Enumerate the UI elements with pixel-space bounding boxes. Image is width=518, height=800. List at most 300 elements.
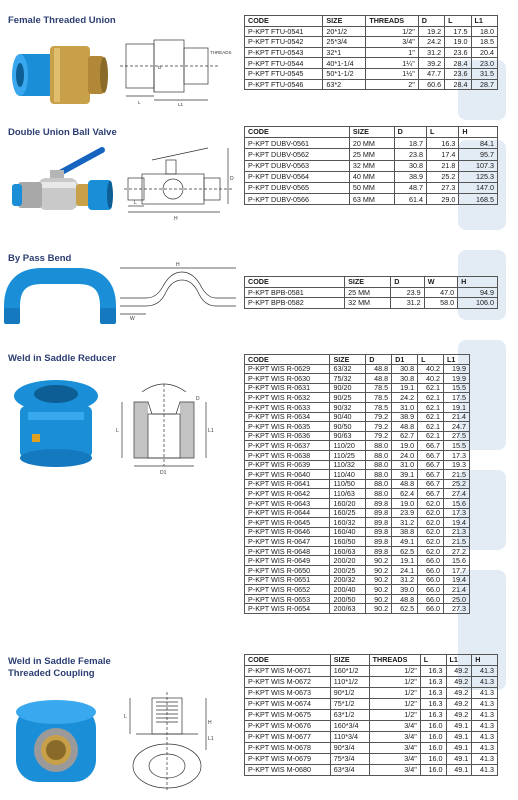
table-cell: 1¼" <box>366 58 418 69</box>
table-row <box>245 287 498 298</box>
table-cell: 49.2 <box>446 688 472 699</box>
dim-l-label: L <box>116 428 119 434</box>
table-cell: P-KPT FTU-0541 <box>245 26 323 37</box>
table-cell: 88.0 <box>366 470 392 480</box>
table-cell: 24.2 <box>392 393 418 403</box>
table-cell: P-KPT WIS R-0645 <box>245 518 330 528</box>
table-cell: 66.0 <box>418 594 444 604</box>
table-cell: 32 MM <box>345 298 391 309</box>
table-cell: 31.5 <box>471 68 497 79</box>
table-row <box>245 412 470 422</box>
table-cell: 2" <box>366 79 418 90</box>
table-cell: 90/25 <box>330 393 366 403</box>
table-row <box>245 604 470 614</box>
table-row <box>245 138 498 149</box>
table-cell: 40.2 <box>418 374 444 384</box>
table-cell: 16.0 <box>420 765 446 776</box>
column-header: D <box>394 127 426 138</box>
table-cell: P-KPT WIS M-0675 <box>245 710 331 721</box>
table-row <box>245 754 498 765</box>
table-cell: 17.5 <box>444 393 470 403</box>
table-cell: 19.0 <box>392 498 418 508</box>
table-cell: 40.2 <box>418 364 444 374</box>
table-row <box>245 527 470 537</box>
table-cell: 49.2 <box>446 699 472 710</box>
table-cell: 75/32 <box>330 374 366 384</box>
table-cell: 27.2 <box>444 546 470 556</box>
table-cell: 160*1/2 <box>330 666 369 677</box>
table-row <box>245 47 498 58</box>
table-cell: P-KPT FTU-0543 <box>245 47 323 58</box>
table-row <box>245 58 498 69</box>
table-cell: P-KPT FTU-0544 <box>245 58 323 69</box>
table-cell: 110/63 <box>330 489 366 499</box>
section-title-by-pass-bend: By Pass Bend <box>8 253 72 264</box>
table-cell: 63*2 <box>323 79 366 90</box>
table-cell: 90.2 <box>366 556 392 566</box>
table-cell: 38.8 <box>392 527 418 537</box>
table-cell: 107.3 <box>459 160 498 171</box>
table-row <box>245 194 498 205</box>
table-cell: 89.8 <box>366 508 392 518</box>
table-cell: 41.3 <box>472 754 498 765</box>
table-cell: 62.5 <box>392 546 418 556</box>
table-row <box>245 171 498 182</box>
table-cell: 20*1/2 <box>323 26 366 37</box>
table-cell: 21.8 <box>427 160 459 171</box>
table-row <box>245 479 470 489</box>
dim-h-label: H <box>174 216 178 222</box>
table-cell: 16.3 <box>427 138 459 149</box>
table-cell: 88.0 <box>366 450 392 460</box>
table-cell: 24.2 <box>418 37 444 48</box>
table-cell: 66.7 <box>418 479 444 489</box>
dim-d-label: D <box>196 396 200 402</box>
table-cell: 24.1 <box>392 566 418 576</box>
column-header: D <box>391 277 424 288</box>
table-cell: P-KPT DUBV-0561 <box>245 138 350 149</box>
column-header: L <box>418 355 444 365</box>
table-cell: P-KPT WIS R-0651 <box>245 575 330 585</box>
table-row <box>245 688 498 699</box>
table-cell: 49.1 <box>392 537 418 547</box>
table-cell: P-KPT BPB-0582 <box>245 298 345 309</box>
table-row <box>245 743 498 754</box>
table-cell: 41.3 <box>472 743 498 754</box>
table-cell: 21.5 <box>444 537 470 547</box>
table-cell: 90/20 <box>330 383 366 393</box>
column-header: SIZE <box>323 16 366 27</box>
table-row <box>245 68 498 79</box>
table-cell: 19.3 <box>444 460 470 470</box>
table-cell: 88.0 <box>366 460 392 470</box>
table-cell: 31.2 <box>392 575 418 585</box>
table-cell: 17.3 <box>444 450 470 460</box>
weld-in-saddle-female-threaded-coupling-drawing <box>116 690 236 795</box>
table-cell: 110/40 <box>330 470 366 480</box>
table-cell: P-KPT WIS R-0630 <box>245 374 330 384</box>
table-row <box>245 765 498 776</box>
table-cell: 63 MM <box>349 194 394 205</box>
table-cell: P-KPT WIS R-0631 <box>245 383 330 393</box>
table-cell: 25.2 <box>427 171 459 182</box>
weld-in-saddle-reducer-drawing <box>104 380 224 476</box>
table-cell: P-KPT WIS M-0679 <box>245 754 331 765</box>
table-row <box>245 699 498 710</box>
table-cell: 66.0 <box>418 556 444 566</box>
table-cell: 160/50 <box>330 537 366 547</box>
table-cell: 62.1 <box>418 393 444 403</box>
table-cell: 49.1 <box>446 743 472 754</box>
section-title-weld-in-saddle-reducer: Weld in Saddle Reducer <box>8 353 117 364</box>
column-header: L <box>445 16 471 27</box>
table-cell: 49.1 <box>446 721 472 732</box>
table-cell: 89.8 <box>366 498 392 508</box>
table-cell: 62.1 <box>418 412 444 422</box>
table-cell: 32*1 <box>323 47 366 58</box>
table-cell: 19.4 <box>444 575 470 585</box>
table-cell: 41.3 <box>472 721 498 732</box>
table-cell: 89.8 <box>366 546 392 556</box>
table-cell: P-KPT WIS R-0643 <box>245 498 330 508</box>
column-header: CODE <box>245 277 345 288</box>
table-cell: 88.0 <box>366 441 392 451</box>
column-header: SIZE <box>349 127 394 138</box>
dim-h-label: H <box>208 720 212 726</box>
table-cell: P-KPT WIS R-0646 <box>245 527 330 537</box>
table-cell: 90.2 <box>366 575 392 585</box>
table-cell: 15.5 <box>444 441 470 451</box>
table-cell: 1/2" <box>369 688 420 699</box>
table-cell: 27.3 <box>427 182 459 193</box>
table-cell: 62.0 <box>418 518 444 528</box>
table-cell: 50 MM <box>349 182 394 193</box>
column-header: CODE <box>245 16 323 27</box>
dim-l-label: L <box>134 200 137 206</box>
column-header: L1 <box>444 355 470 365</box>
table-cell: 84.1 <box>459 138 498 149</box>
table-cell: 62.0 <box>418 546 444 556</box>
table-cell: 20 MM <box>349 138 394 149</box>
table-cell: P-KPT DUBV-0565 <box>245 182 350 193</box>
table-cell: 66.0 <box>418 566 444 576</box>
table-cell: 90.2 <box>366 585 392 595</box>
section-title-female-threaded-union: Female Threaded Union <box>8 15 116 26</box>
table-cell: 49.2 <box>446 710 472 721</box>
column-header: H <box>458 277 498 288</box>
table-cell: 38.9 <box>394 171 426 182</box>
table-row <box>245 422 470 432</box>
table-cell: 88.0 <box>366 479 392 489</box>
table-cell: 66.7 <box>418 470 444 480</box>
table-cell: 79.2 <box>366 431 392 441</box>
table-cell: 62.0 <box>418 527 444 537</box>
table-cell: 95.7 <box>459 149 498 160</box>
table-cell: 49.1 <box>446 754 472 765</box>
table-row <box>245 498 470 508</box>
table-cell: 25 MM <box>349 149 394 160</box>
table-cell: 200/25 <box>330 566 366 576</box>
weld-in-saddle-female-threaded-coupling-photo <box>6 690 106 790</box>
table-cell: 17.5 <box>445 26 471 37</box>
table-cell: 75*3/4 <box>330 754 369 765</box>
table-cell: P-KPT BPB-0581 <box>245 287 345 298</box>
table-cell: 28.7 <box>471 79 497 90</box>
table-cell: P-KPT WIS M-0674 <box>245 699 331 710</box>
column-header: L1 <box>446 655 472 666</box>
table-cell: P-KPT WIS R-0629 <box>245 364 330 374</box>
dim-d1-label: D1 <box>160 470 167 476</box>
table-cell: 28.4 <box>445 79 471 90</box>
table-cell: 25.2 <box>444 479 470 489</box>
table-cell: P-KPT WIS R-0654 <box>245 604 330 614</box>
weld-in-saddle-reducer-table <box>244 354 470 614</box>
table-cell: 28.4 <box>445 58 471 69</box>
table-header-row <box>245 16 498 27</box>
table-row <box>245 508 470 518</box>
table-cell: 41.3 <box>472 765 498 776</box>
table-cell: 3/4" <box>366 37 418 48</box>
table-cell: P-KPT WIS R-0653 <box>245 594 330 604</box>
table-cell: P-KPT DUBV-0563 <box>245 160 350 171</box>
table-cell: 200/63 <box>330 604 366 614</box>
dim-l1-label: L1 <box>208 736 214 742</box>
table-cell: 25 MM <box>345 287 391 298</box>
table-cell: 39.2 <box>418 58 444 69</box>
female-threaded-union-photo <box>10 34 110 114</box>
column-header: THREADS <box>369 655 420 666</box>
table-cell: 160*3/4 <box>330 721 369 732</box>
table-cell: 110/20 <box>330 441 366 451</box>
table-cell: P-KPT WIS R-0633 <box>245 402 330 412</box>
table-cell: 160/40 <box>330 527 366 537</box>
table-cell: 16.0 <box>420 721 446 732</box>
table-cell: 17.3 <box>444 508 470 518</box>
table-cell: 200/32 <box>330 575 366 585</box>
table-row <box>245 594 470 604</box>
table-cell: 110/32 <box>330 460 366 470</box>
table-cell: P-KPT WIS R-0639 <box>245 460 330 470</box>
table-cell: 1/2" <box>369 677 420 688</box>
table-cell: 30.8 <box>392 374 418 384</box>
table-cell: 200/20 <box>330 556 366 566</box>
column-header: THREADS <box>366 16 418 27</box>
table-cell: 62.1 <box>418 422 444 432</box>
table-cell: P-KPT WIS M-0671 <box>245 666 331 677</box>
table-cell: P-KPT WIS R-0642 <box>245 489 330 499</box>
table-cell: 48.8 <box>392 479 418 489</box>
table-cell: 23.6 <box>445 47 471 58</box>
table-cell: 16.3 <box>420 699 446 710</box>
by-pass-bend-table <box>244 276 498 309</box>
table-cell: 17.7 <box>444 566 470 576</box>
table-header-row <box>245 355 470 365</box>
table-cell: 21.4 <box>444 585 470 595</box>
column-header: L <box>420 655 446 666</box>
table-row <box>245 460 470 470</box>
column-header: CODE <box>245 655 331 666</box>
table-cell: 90/50 <box>330 422 366 432</box>
table-cell: 62.1 <box>418 402 444 412</box>
table-cell: P-KPT WIS M-0678 <box>245 743 331 754</box>
table-cell: 15.6 <box>444 498 470 508</box>
table-cell: 90.2 <box>366 566 392 576</box>
table-row <box>245 585 470 595</box>
table-cell: 16.0 <box>420 732 446 743</box>
table-cell: 24.0 <box>392 450 418 460</box>
table-cell: 25*3/4 <box>323 37 366 48</box>
table-cell: 49.1 <box>446 765 472 776</box>
table-cell: 110*3/4 <box>330 732 369 743</box>
table-cell: 32 MM <box>349 160 394 171</box>
table-cell: P-KPT WIS R-0634 <box>245 412 330 422</box>
table-cell: 106.0 <box>458 298 498 309</box>
table-cell: 50*1-1/2 <box>323 68 366 79</box>
table-cell: 62.1 <box>418 383 444 393</box>
table-cell: 21.4 <box>444 412 470 422</box>
table-cell: 30.8 <box>392 364 418 374</box>
table-cell: 78.5 <box>366 393 392 403</box>
table-row <box>245 677 498 688</box>
table-cell: 66.0 <box>418 604 444 614</box>
table-cell: 16.0 <box>420 743 446 754</box>
table-cell: 200/50 <box>330 594 366 604</box>
column-header: H <box>459 127 498 138</box>
table-cell: 1/2" <box>369 666 420 677</box>
table-row <box>245 450 470 460</box>
table-cell: 39.0 <box>392 585 418 595</box>
table-cell: 66.7 <box>418 450 444 460</box>
table-cell: P-KPT WIS M-0673 <box>245 688 331 699</box>
table-cell: 62.5 <box>392 604 418 614</box>
table-cell: 24.7 <box>444 422 470 432</box>
female-threaded-union-drawing <box>118 36 232 107</box>
dim-l1-label: L1 <box>208 428 214 434</box>
table-cell: 62.1 <box>418 431 444 441</box>
table-cell: P-KPT WIS R-0650 <box>245 566 330 576</box>
table-cell: 16.0 <box>420 754 446 765</box>
table-cell: 41.3 <box>472 699 498 710</box>
table-cell: 79.2 <box>366 412 392 422</box>
table-cell: P-KPT WIS R-0644 <box>245 508 330 518</box>
table-cell: 21.3 <box>444 527 470 537</box>
table-cell: 75*1/2 <box>330 699 369 710</box>
dim-l1-label: L1 <box>178 102 184 107</box>
table-row <box>245 160 498 171</box>
table-cell: 18.0 <box>471 26 497 37</box>
double-union-ball-valve-drawing <box>122 140 240 230</box>
table-cell: 63*3/4 <box>330 765 369 776</box>
table-row <box>245 364 470 374</box>
table-cell: 63/32 <box>330 364 366 374</box>
table-cell: 90/32 <box>330 402 366 412</box>
table-row <box>245 546 470 556</box>
table-cell: 94.9 <box>458 287 498 298</box>
by-pass-bend-drawing <box>116 262 241 322</box>
table-cell: 88.0 <box>366 489 392 499</box>
table-cell: 62.4 <box>392 489 418 499</box>
table-cell: 41.3 <box>472 666 498 677</box>
table-row <box>245 441 470 451</box>
table-row <box>245 393 470 403</box>
table-cell: 3/4" <box>369 721 420 732</box>
table-cell: 40*1-1/4 <box>323 58 366 69</box>
double-union-ball-valve-table <box>244 126 498 205</box>
table-cell: 110/25 <box>330 450 366 460</box>
thread-label: THREADS <box>210 50 232 55</box>
column-header: SIZE <box>330 355 366 365</box>
by-pass-bend-photo <box>8 262 113 327</box>
table-cell: P-KPT WIS R-0632 <box>245 393 330 403</box>
table-cell: 18.7 <box>394 138 426 149</box>
table-cell: 27.5 <box>444 431 470 441</box>
weld-in-saddle-reducer-photo <box>6 372 106 472</box>
table-cell: 48.8 <box>392 594 418 604</box>
dim-d-label: D <box>158 65 162 70</box>
table-cell: 90.2 <box>366 604 392 614</box>
table-cell: 20.4 <box>471 47 497 58</box>
table-cell: 90*1/2 <box>330 688 369 699</box>
column-header: H <box>472 655 498 666</box>
table-cell: 66.0 <box>418 585 444 595</box>
table-cell: 30.8 <box>394 160 426 171</box>
table-cell: 1/2" <box>369 710 420 721</box>
table-row <box>245 470 470 480</box>
table-cell: P-KPT FTU-0546 <box>245 79 323 90</box>
table-cell: P-KPT WIS R-0649 <box>245 556 330 566</box>
table-cell: 168.5 <box>459 194 498 205</box>
table-cell: P-KPT WIS R-0636 <box>245 431 330 441</box>
dim-w-label: W <box>130 316 135 322</box>
table-cell: 47.7 <box>418 68 444 79</box>
table-cell: 31.0 <box>392 460 418 470</box>
table-row <box>245 26 498 37</box>
table-cell: 125.3 <box>459 171 498 182</box>
table-cell: 66.7 <box>418 460 444 470</box>
table-row <box>245 575 470 585</box>
table-cell: 62.0 <box>418 508 444 518</box>
table-row <box>245 556 470 566</box>
table-cell: 62.0 <box>418 498 444 508</box>
table-cell: 31.0 <box>392 402 418 412</box>
table-header-row <box>245 127 498 138</box>
dim-l-label: L <box>138 100 141 105</box>
table-row <box>245 537 470 547</box>
table-row <box>245 721 498 732</box>
table-cell: 19.1 <box>392 383 418 393</box>
table-cell: 3/4" <box>369 765 420 776</box>
title-line-2: Threaded Coupling <box>8 668 95 679</box>
table-cell: 16.3 <box>420 710 446 721</box>
column-header: CODE <box>245 127 350 138</box>
table-cell: 3/4" <box>369 743 420 754</box>
column-header: D1 <box>392 355 418 365</box>
table-row <box>245 79 498 90</box>
table-cell: 60.6 <box>418 79 444 90</box>
table-cell: P-KPT DUBV-0562 <box>245 149 350 160</box>
table-cell: 90.2 <box>366 594 392 604</box>
table-cell: 27.3 <box>444 604 470 614</box>
table-cell: 23.6 <box>445 68 471 79</box>
table-cell: 19.9 <box>444 374 470 384</box>
table-cell: P-KPT DUBV-0566 <box>245 194 350 205</box>
table-cell: P-KPT WIS R-0638 <box>245 450 330 460</box>
table-cell: 19.4 <box>444 518 470 528</box>
table-cell: 48.8 <box>392 422 418 432</box>
table-cell: 66.7 <box>418 489 444 499</box>
section-title-double-union-ball-valve: Double Union Ball Valve <box>8 127 117 138</box>
table-row <box>245 489 470 499</box>
